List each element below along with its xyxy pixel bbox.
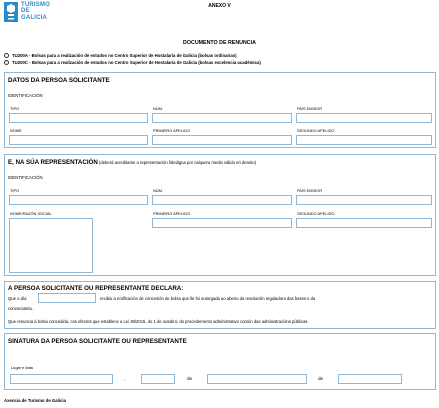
- segundo-apelido-field[interactable]: [296, 218, 432, 228]
- num-field[interactable]: [152, 195, 292, 205]
- representative-section: [4, 154, 436, 276]
- num-label: NÚM.: [153, 106, 163, 111]
- procedure-option-tu200a[interactable]: TU200A - Bolsas para a realización de estudos no Centro Superior de Hostalaría de Galicia (bolsas ordinarias): [4, 53, 237, 58]
- document-title: DOCUMENTO DE RENUNCIA: [183, 40, 256, 46]
- footer-agency: Axencia de Turismo de Galicia: [4, 398, 67, 403]
- primeiro-apelido-label: PRIMEIRO APELIDO: [153, 128, 190, 133]
- pais-emisor-label: PAÍS EMISOR: [297, 188, 323, 193]
- declaration-line-end: recibiu a notificación de concesión de bolsa que lle foi outorgada ao abeiro da resolución reguladora das bases e da: [100, 296, 316, 301]
- procedure-option-tu200c[interactable]: TU200C - Bolsas para a realización de estudos no Centro Superior de Hostalaría de Galicia (bolsas excelencia académica): [4, 60, 261, 65]
- representative-section-title: E, NA SÚA REPRESENTACIÓN (deberá acreditarse a representación fidedigna por calquera medio válido en dereito): [8, 159, 257, 166]
- nome-razon-social-field[interactable]: [9, 218, 93, 273]
- identification-subtitle: IDENTIFICACIÓN: [8, 93, 43, 98]
- declaration-line-3: Que renuncia á bolsa concedida, cos efectos que establece a Lei 39/2015, do 1 de outubro, do procedemento administrativo común das administracións públicas.: [8, 319, 309, 324]
- primeiro-apelido-field[interactable]: [152, 135, 292, 145]
- logo-text: TURISMO DE GALICIA: [21, 2, 51, 21]
- nome-razon-social-label: NOME/RAZÓN SOCIAL: [10, 211, 52, 216]
- radio-button[interactable]: [4, 60, 9, 65]
- primeiro-apelido-label: PRIMEIRO APELIDO: [153, 211, 190, 216]
- notification-date-field[interactable]: [38, 293, 96, 303]
- place-date-label: Lugar e data: [11, 365, 33, 370]
- nome-label: NOME: [10, 128, 22, 133]
- radio-button[interactable]: [4, 53, 9, 58]
- tipo-field[interactable]: [9, 195, 148, 205]
- declaration-section: [4, 281, 436, 329]
- annex-label: ANEXO V: [208, 3, 231, 9]
- day-field[interactable]: [141, 374, 175, 384]
- num-field[interactable]: [152, 113, 292, 123]
- declaration-section-title: A PERSOA SOLICITANTE OU REPRESENTANTE DECLARA:: [8, 285, 184, 292]
- place-field[interactable]: [10, 374, 113, 384]
- primeiro-apelido-field[interactable]: [152, 218, 292, 228]
- pais-emisor-label: PAÍS EMISOR: [297, 106, 323, 111]
- identification-subtitle: IDENTIFICACIÓN: [8, 175, 43, 180]
- segundo-apelido-field[interactable]: [296, 135, 432, 145]
- nome-field[interactable]: [9, 135, 148, 145]
- signature-section-title: SINATURA DA PERSOA SOLICITANTE OU REPRESENTANTE: [8, 338, 187, 345]
- segundo-apelido-label: SEGUNDO APELIDO: [297, 128, 335, 133]
- tipo-label: TIPO: [10, 106, 20, 111]
- pais-emisor-field[interactable]: [296, 113, 432, 123]
- month-field[interactable]: [207, 374, 307, 384]
- tipo-field[interactable]: [9, 113, 148, 123]
- year-field[interactable]: [338, 374, 402, 384]
- signature-section: [4, 333, 436, 390]
- applicant-section-title: DATOS DA PERSOA SOLICITANTE: [8, 77, 110, 84]
- applicant-section: [4, 72, 436, 148]
- declaration-line-start: Que o día: [8, 296, 27, 301]
- pais-emisor-field[interactable]: [296, 195, 432, 205]
- de-separator-2: de: [318, 376, 324, 381]
- comma-separator: ,: [124, 376, 126, 381]
- de-separator-1: de: [187, 376, 193, 381]
- declaration-line-2: convocatoria.: [8, 306, 33, 311]
- segundo-apelido-label: SEGUNDO APELIDO: [297, 211, 335, 216]
- tipo-label: TIPO: [10, 188, 20, 193]
- num-label: NÚM.: [153, 188, 163, 193]
